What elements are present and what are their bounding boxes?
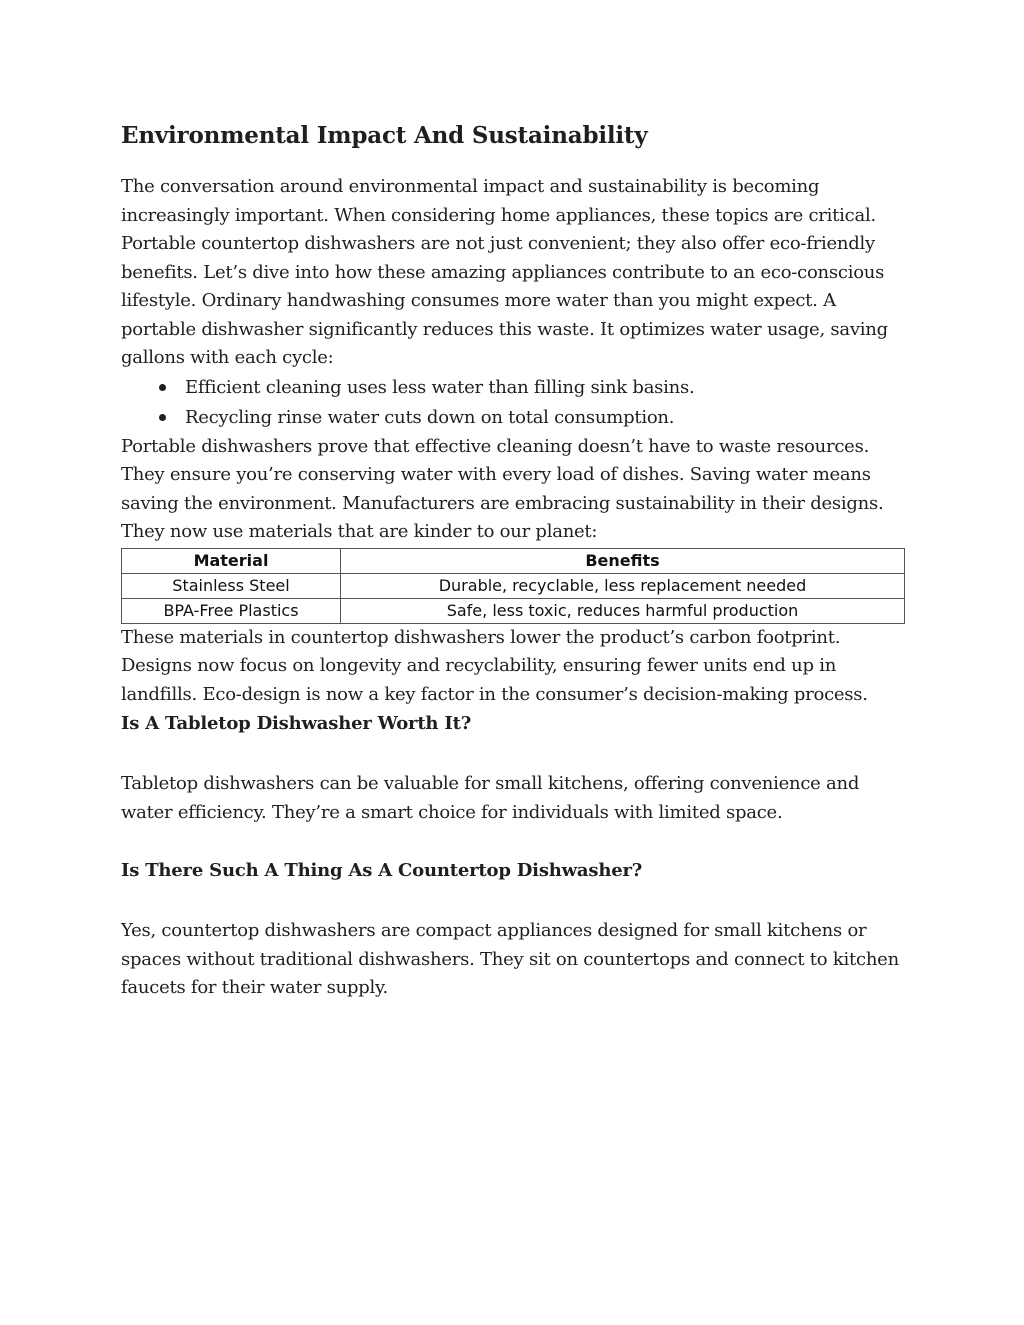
- table-cell: Safe, less toxic, reduces harmful production: [341, 598, 905, 623]
- faq-question: Is There Such A Thing As A Countertop Dishwasher?: [121, 860, 643, 881]
- bullet-list: [121, 373, 905, 433]
- table-cell: BPA-Free Plastics: [122, 598, 341, 623]
- table-row: [122, 598, 905, 623]
- list-item: [159, 403, 905, 433]
- spacer: [121, 886, 905, 917]
- faq-answer: Yes, countertop dishwashers are compact appliances designed for small kitchens or spaces without traditional dishwashers. They sit on countertops and connect to kitchen faucets for their water supply.: [121, 920, 899, 998]
- after-bullets-paragraph: Portable dishwashers prove that effective cleaning doesn’t have to waste resources. They ensure you’re conserving water with every load of dishes. Saving water means saving the environment. Manufacturers are embracing sustainability in their designs. They now use materials that are kinder to our planet:: [121, 435, 884, 542]
- bullet-icon: [159, 384, 166, 391]
- faq-question: Is A Tabletop Dishwasher Worth It?: [121, 713, 472, 734]
- list-item: [159, 373, 905, 403]
- materials-table: [121, 548, 905, 624]
- intro-paragraph: The conversation around environmental impact and sustainability is becoming increasingly important. When considering home appliances, these topics are critical. Portable countertop dishwashers are not just convenient; they also offer eco-friendly benefits. Let’s dive into how these amazing appliances contribute to an eco-conscious lifestyle. Ordinary handwashing consumes more water than you might expect. A portable dishwasher significantly reduces this waste. It optimizes water usage, saving gallons with each cycle:: [121, 176, 888, 368]
- table-row: [122, 573, 905, 598]
- table-cell: Stainless Steel: [122, 573, 341, 598]
- after-table-paragraph: These materials in countertop dishwashers lower the product’s carbon footprint. Designs now focus on longevity and recyclability, ensuring fewer units end up in landfills. Eco-design is now a key factor in the consumer’s decision-making process.: [121, 626, 868, 705]
- spacer: [121, 827, 905, 856]
- list-item-text: Recycling rinse water cuts down on total consumption.: [185, 406, 675, 428]
- table-header-row: [122, 548, 905, 573]
- table-cell: Durable, recyclable, less replacement needed: [341, 573, 905, 598]
- list-item-text: Efficient cleaning uses less water than filling sink basins.: [185, 376, 695, 398]
- bullet-icon: [159, 414, 166, 421]
- document-page: [121, 119, 905, 1003]
- table-header-benefits: Benefits: [341, 548, 905, 573]
- table-header-material: Material: [122, 548, 341, 573]
- spacer: [121, 739, 905, 770]
- faq-answer: Tabletop dishwashers can be valuable for small kitchens, offering convenience and water efficiency. They’re a smart choice for individuals with limited space.: [121, 773, 860, 823]
- page-title: Environmental Impact And Sustainability: [121, 122, 648, 149]
